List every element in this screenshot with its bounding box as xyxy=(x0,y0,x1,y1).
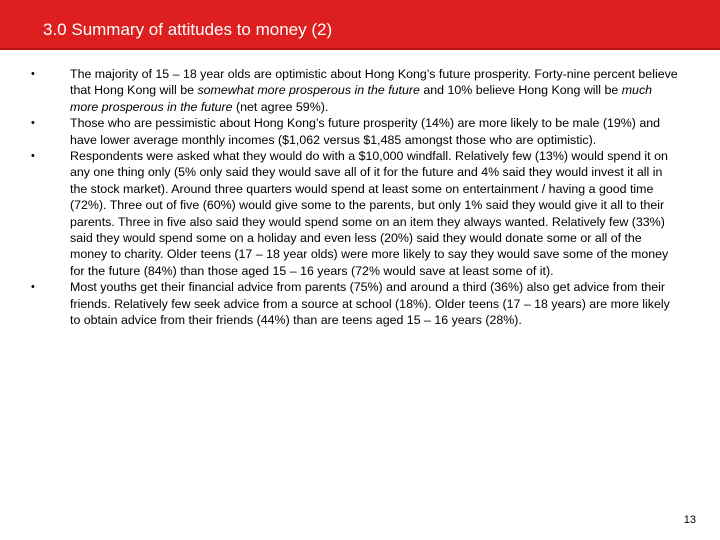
bullet-item xyxy=(30,66,680,115)
bullet-marker: • xyxy=(31,281,35,294)
bullet-item xyxy=(30,148,680,279)
bullet-marker: • xyxy=(31,117,35,130)
bullet-item xyxy=(30,115,680,148)
title-bar xyxy=(0,0,720,50)
slide-title: 3.0 Summary of attitudes to money (2) xyxy=(43,20,333,39)
text-segment: and 10% believe Hong Kong will be xyxy=(419,83,622,98)
text-segment: Respondents were asked what they would do with a $10,000 windfall. Relatively few (13%) would spend it on any one thing only (5% only said they would save all of it for the future and 4% said they would invest it all in the stock market). Around three quarters would spend at least some on entertainment / having a good time (72%). Three out of five (60%) would give some to the parents, but only 1% said they would give it all to their parents. Three in five also said they would spend some on an item they always wanted. Relatively few (33%) said they would spend some on a holiday and even less (20%) said they would donate some or all of the money to charity. Older teens (17 – 18 year olds) were more likely to say they would save some of the money for the future (84%) than those aged 15 – 16 years (72% would save at least some of it). xyxy=(70,149,669,278)
bullet-marker: • xyxy=(31,150,35,163)
bullet-text xyxy=(70,148,680,279)
bullet-text xyxy=(70,66,680,115)
emphasis-text: somewhat more prosperous in the future xyxy=(197,83,420,98)
text-segment: Most youths get their financial advice from parents (75%) and around a third (36%) also get advice from their friends. Relatively few seek advice from a source at school (18%). Older teens (17 – 18 years) are more likely to obtain advice from their friends (44%) than are teens aged 15 – 16 years (28%). xyxy=(70,280,670,328)
bullet-text xyxy=(70,115,680,148)
bullet-item xyxy=(30,279,680,328)
bullet-marker: • xyxy=(31,68,35,80)
text-segment: Those who are pessimistic about Hong Kong’s future prosperity (14%) are more likely to be male (19%) and have lower average monthly incomes ($1,062 versus $1,485 amongst those who are optimistic). xyxy=(70,116,660,147)
text-segment: The majority of 15 – 18 year olds are optimistic about Hong Kong’s future prosperity. Forty-nine percent believe that Hong Kong will be xyxy=(70,67,678,98)
bullet-list xyxy=(30,66,680,329)
text-segment: (net agree 59%). xyxy=(232,99,329,114)
page-number: 13 xyxy=(683,514,696,526)
emphasis-text: much more prosperous in the future xyxy=(70,83,653,114)
bullet-text xyxy=(70,279,680,328)
